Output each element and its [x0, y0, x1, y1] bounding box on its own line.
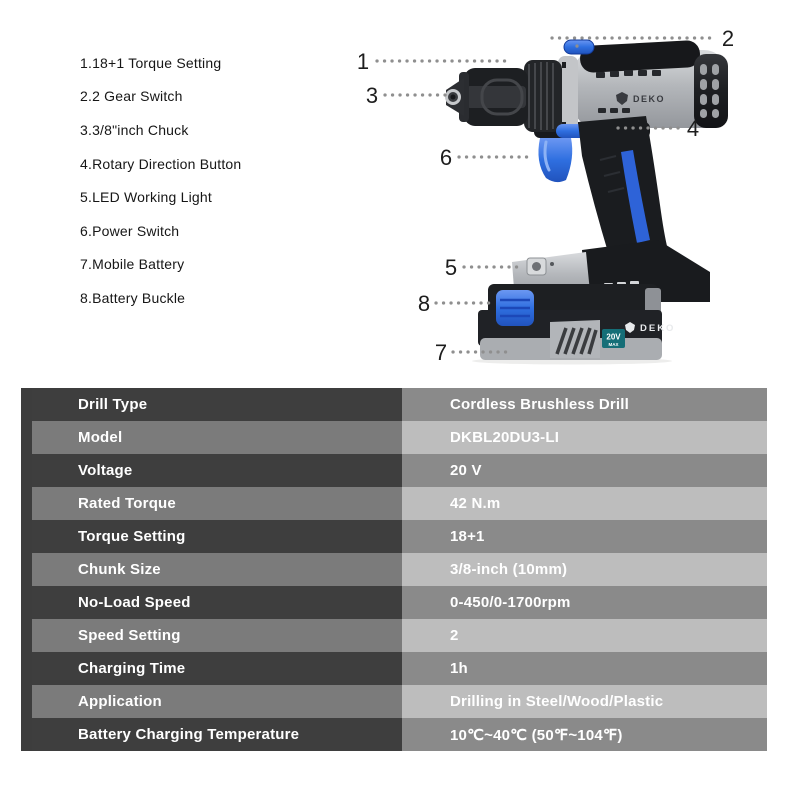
- spec-label: Voltage: [32, 454, 402, 487]
- table-row: [21, 388, 767, 421]
- spec-label: Speed Setting: [32, 619, 402, 652]
- spec-value: 0-450/0-1700rpm: [402, 586, 767, 619]
- spec-label: Chunk Size: [32, 553, 402, 586]
- spec-value: 1h: [402, 652, 767, 685]
- drill-figure: [330, 8, 790, 368]
- table-row: [21, 718, 767, 751]
- table-row: [21, 421, 767, 454]
- battery-max-text: MAX: [608, 342, 619, 347]
- spec-label: Model: [32, 421, 402, 454]
- table-row: [21, 553, 767, 586]
- table-row: [21, 652, 767, 685]
- spec-value: Cordless Brushless Drill: [402, 388, 767, 421]
- spec-label: Battery Charging Temperature: [32, 718, 402, 751]
- table-row: [21, 520, 767, 553]
- spec-value: 10℃~40℃ (50℉~104℉): [402, 718, 767, 751]
- spec-value: 3/8-inch (10mm): [402, 553, 767, 586]
- spec-label: Charging Time: [32, 652, 402, 685]
- callout-number-1: 1: [356, 49, 370, 74]
- feature-list: [80, 46, 241, 315]
- feature-item-4: 4.Rotary Direction Button: [80, 155, 242, 172]
- feature-item-1: 1.18+1 Torque Setting: [80, 54, 222, 71]
- spec-value: 2: [402, 619, 767, 652]
- callout-number-7: 7: [434, 340, 448, 365]
- table-row: [21, 619, 767, 652]
- spec-value: DKBL20DU3-LI: [402, 421, 767, 454]
- mobile-battery: [478, 284, 675, 360]
- callout-number-5: 5: [444, 255, 458, 280]
- table-row: [21, 487, 767, 520]
- spec-value: 42 N.m: [402, 487, 767, 520]
- callout-number-6: 6: [439, 145, 453, 170]
- spec-value: 20 V: [402, 454, 767, 487]
- table-row: [21, 586, 767, 619]
- battery-voltage-text: 20V: [606, 332, 621, 342]
- spec-value: Drilling in Steel/Wood/Plastic: [402, 685, 767, 718]
- callout-number-8: 8: [417, 291, 431, 316]
- feature-item-8: 8.Battery Buckle: [80, 289, 186, 306]
- callout-number-3: 3: [365, 83, 379, 108]
- table-row: [21, 685, 767, 718]
- battery-buckle: [496, 290, 534, 326]
- gear-switch: [564, 40, 594, 54]
- feature-item-6: 6.Power Switch: [80, 222, 180, 239]
- spec-table: [21, 388, 767, 751]
- power-switch-trigger: [538, 138, 572, 182]
- battery-brand-text: DEKO: [640, 323, 676, 334]
- drill-chuck-assembly: [445, 56, 578, 132]
- feature-item-3: 3.3/8"inch Chuck: [80, 121, 189, 138]
- bit-socket: [451, 95, 456, 100]
- feature-item-2: 2.2 Gear Switch: [80, 88, 183, 105]
- spec-label: Torque Setting: [32, 520, 402, 553]
- feature-item-7: 7.Mobile Battery: [80, 256, 185, 273]
- drill-handle: [578, 116, 669, 262]
- spec-label: No-Load Speed: [32, 586, 402, 619]
- callout-number-2: 2: [721, 26, 735, 51]
- callout-number-4: 4: [686, 116, 700, 141]
- table-row: [21, 454, 767, 487]
- spec-label: Drill Type: [32, 388, 402, 421]
- spec-value: 18+1: [402, 520, 767, 553]
- body-brand-logo: [616, 92, 665, 105]
- spec-label: Application: [32, 685, 402, 718]
- drill-illustration: [330, 8, 790, 368]
- body-brand-text: DEKO: [633, 94, 666, 104]
- spec-label: Rated Torque: [32, 487, 402, 520]
- feature-item-5: 5.LED Working Light: [80, 189, 212, 206]
